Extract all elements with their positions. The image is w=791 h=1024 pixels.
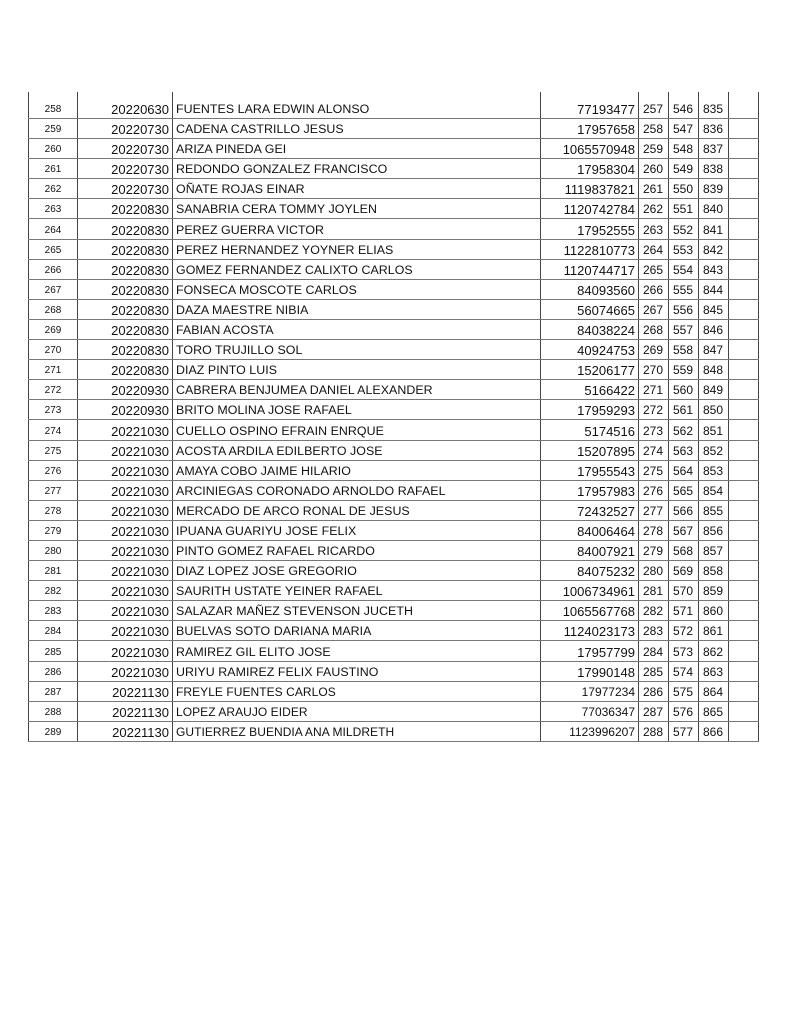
full-name-cell: REDONDO GONZALEZ FRANCISCO [173,159,541,179]
number-b-cell: 566 [669,500,699,520]
number-a-cell: 260 [639,159,669,179]
table-row [29,279,759,299]
number-a-cell: 264 [639,239,669,259]
id-document-cell: 84038224 [541,319,639,339]
number-a-cell: 285 [639,661,669,681]
empty-cell [729,259,759,279]
empty-cell [729,239,759,259]
date-code-cell: 20221130 [78,721,173,741]
number-a-cell: 283 [639,621,669,641]
date-code-cell: 20221030 [78,601,173,621]
number-c-cell: 847 [699,340,729,360]
table-row [29,139,759,159]
row-index-cell: 285 [29,641,78,661]
empty-cell [729,420,759,440]
number-b-cell: 557 [669,319,699,339]
id-document-cell: 17955543 [541,460,639,480]
full-name-cell: ARIZA PINEDA GEI [173,139,541,159]
table-row [29,219,759,239]
id-document-cell: 5166422 [541,380,639,400]
empty-cell [729,621,759,641]
table-row [29,159,759,179]
number-c-cell: 866 [699,721,729,741]
number-a-cell: 282 [639,601,669,621]
id-document-cell: 17959293 [541,400,639,420]
date-code-cell: 20220830 [78,319,173,339]
number-b-cell: 564 [669,460,699,480]
table-row [29,661,759,681]
number-a-cell: 271 [639,380,669,400]
row-index-cell: 265 [29,239,78,259]
empty-cell [729,641,759,661]
number-c-cell: 848 [699,360,729,380]
row-index-cell: 280 [29,540,78,560]
number-c-cell: 838 [699,159,729,179]
full-name-cell: GOMEZ FERNANDEZ CALIXTO CARLOS [173,259,541,279]
table-row [29,621,759,641]
number-c-cell: 854 [699,480,729,500]
number-a-cell: 268 [639,319,669,339]
table-row [29,199,759,219]
id-document-cell: 84007921 [541,540,639,560]
number-a-cell: 287 [639,701,669,721]
number-a-cell: 284 [639,641,669,661]
empty-cell [729,500,759,520]
empty-cell [729,440,759,460]
id-document-cell: 1119837821 [541,179,639,199]
date-code-cell: 20221030 [78,561,173,581]
row-index-cell: 267 [29,279,78,299]
id-document-cell: 15207895 [541,440,639,460]
id-document-cell: 17958304 [541,159,639,179]
row-index-cell: 286 [29,661,78,681]
table-row [29,259,759,279]
id-document-cell: 84093560 [541,279,639,299]
number-c-cell: 849 [699,380,729,400]
number-b-cell: 548 [669,139,699,159]
date-code-cell: 20220830 [78,279,173,299]
full-name-cell: CABRERA BENJUMEA DANIEL ALEXANDER [173,380,541,400]
id-document-cell: 1120744717 [541,259,639,279]
row-index-cell: 268 [29,299,78,319]
full-name-cell: BUELVAS SOTO DARIANA MARIA [173,621,541,641]
number-c-cell: 845 [699,299,729,319]
full-name-cell: IPUANA GUARIYU JOSE FELIX [173,520,541,540]
number-b-cell: 567 [669,520,699,540]
number-b-cell: 562 [669,420,699,440]
full-name-cell: DIAZ PINTO LUIS [173,360,541,380]
id-document-cell: 17957983 [541,480,639,500]
empty-cell [729,460,759,480]
full-name-cell: ACOSTA ARDILA EDILBERTO JOSE [173,440,541,460]
date-code-cell: 20221030 [78,460,173,480]
number-b-cell: 555 [669,279,699,299]
table-row [29,480,759,500]
table-row [29,641,759,661]
number-c-cell: 851 [699,420,729,440]
empty-cell [729,92,759,119]
row-index-cell: 274 [29,420,78,440]
date-code-cell: 20221030 [78,581,173,601]
table-row [29,601,759,621]
number-a-cell: 279 [639,540,669,560]
table-row [29,581,759,601]
row-index-cell: 276 [29,460,78,480]
number-c-cell: 846 [699,319,729,339]
number-b-cell: 560 [669,380,699,400]
date-code-cell: 20220830 [78,259,173,279]
id-document-cell: 77193477 [541,92,639,119]
number-b-cell: 572 [669,621,699,641]
row-index-cell: 281 [29,561,78,581]
empty-cell [729,299,759,319]
number-a-cell: 265 [639,259,669,279]
number-c-cell: 855 [699,500,729,520]
records-table-body [29,92,759,741]
id-document-cell: 17977234 [541,681,639,701]
id-document-cell: 17957658 [541,119,639,139]
empty-cell [729,340,759,360]
row-index-cell: 258 [29,92,78,119]
number-c-cell: 843 [699,259,729,279]
date-code-cell: 20220830 [78,360,173,380]
id-document-cell: 17952555 [541,219,639,239]
row-index-cell: 284 [29,621,78,641]
full-name-cell: URIYU RAMIREZ FELIX FAUSTINO [173,661,541,681]
number-a-cell: 261 [639,179,669,199]
table-row [29,500,759,520]
full-name-cell: OÑATE ROJAS EINAR [173,179,541,199]
number-b-cell: 576 [669,701,699,721]
id-document-cell: 5174516 [541,420,639,440]
table-row [29,540,759,560]
table-row [29,681,759,701]
id-document-cell: 56074665 [541,299,639,319]
number-b-cell: 570 [669,581,699,601]
id-document-cell: 84006464 [541,520,639,540]
date-code-cell: 20220830 [78,199,173,219]
date-code-cell: 20220630 [78,92,173,119]
row-index-cell: 287 [29,681,78,701]
number-b-cell: 569 [669,561,699,581]
table-row [29,420,759,440]
date-code-cell: 20220730 [78,179,173,199]
number-b-cell: 550 [669,179,699,199]
id-document-cell: 15206177 [541,360,639,380]
full-name-cell: ARCINIEGAS CORONADO ARNOLDO RAFAEL [173,480,541,500]
date-code-cell: 20220830 [78,340,173,360]
number-b-cell: 573 [669,641,699,661]
full-name-cell: SANABRIA CERA TOMMY JOYLEN [173,199,541,219]
empty-cell [729,561,759,581]
row-index-cell: 266 [29,259,78,279]
row-index-cell: 275 [29,440,78,460]
number-b-cell: 561 [669,400,699,420]
row-index-cell: 270 [29,340,78,360]
number-a-cell: 274 [639,440,669,460]
number-c-cell: 858 [699,561,729,581]
number-a-cell: 257 [639,92,669,119]
row-index-cell: 288 [29,701,78,721]
number-b-cell: 577 [669,721,699,741]
full-name-cell: AMAYA COBO JAIME HILARIO [173,460,541,480]
number-b-cell: 574 [669,661,699,681]
full-name-cell: MERCADO DE ARCO RONAL DE JESUS [173,500,541,520]
number-b-cell: 558 [669,340,699,360]
date-code-cell: 20220730 [78,159,173,179]
number-a-cell: 286 [639,681,669,701]
number-b-cell: 552 [669,219,699,239]
table-row [29,460,759,480]
number-c-cell: 862 [699,641,729,661]
number-a-cell: 275 [639,460,669,480]
number-c-cell: 861 [699,621,729,641]
full-name-cell: LOPEZ ARAUJO EIDER [173,701,541,721]
empty-cell [729,480,759,500]
id-document-cell: 84075232 [541,561,639,581]
number-b-cell: 565 [669,480,699,500]
empty-cell [729,199,759,219]
empty-cell [729,540,759,560]
empty-cell [729,279,759,299]
full-name-cell: DIAZ LOPEZ JOSE GREGORIO [173,561,541,581]
table-row [29,340,759,360]
number-b-cell: 563 [669,440,699,460]
number-b-cell: 575 [669,681,699,701]
row-index-cell: 259 [29,119,78,139]
number-a-cell: 276 [639,480,669,500]
number-b-cell: 568 [669,540,699,560]
empty-cell [729,520,759,540]
number-b-cell: 559 [669,360,699,380]
empty-cell [729,219,759,239]
date-code-cell: 20221130 [78,701,173,721]
number-c-cell: 856 [699,520,729,540]
date-code-cell: 20221130 [78,681,173,701]
number-b-cell: 549 [669,159,699,179]
date-code-cell: 20220730 [78,139,173,159]
number-c-cell: 857 [699,540,729,560]
table-row [29,380,759,400]
full-name-cell: TORO TRUJILLO SOL [173,340,541,360]
number-b-cell: 554 [669,259,699,279]
number-b-cell: 553 [669,239,699,259]
table-row [29,520,759,540]
empty-cell [729,701,759,721]
date-code-cell: 20221030 [78,661,173,681]
number-c-cell: 859 [699,581,729,601]
number-a-cell: 266 [639,279,669,299]
full-name-cell: CUELLO OSPINO EFRAIN ENRQUE [173,420,541,440]
number-a-cell: 259 [639,139,669,159]
full-name-cell: FUENTES LARA EDWIN ALONSO [173,92,541,119]
empty-cell [729,139,759,159]
full-name-cell: RAMIREZ GIL ELITO JOSE [173,641,541,661]
row-index-cell: 273 [29,400,78,420]
date-code-cell: 20221030 [78,520,173,540]
number-c-cell: 837 [699,139,729,159]
number-c-cell: 840 [699,199,729,219]
id-document-cell: 17990148 [541,661,639,681]
id-document-cell: 17957799 [541,641,639,661]
row-index-cell: 271 [29,360,78,380]
number-a-cell: 262 [639,199,669,219]
full-name-cell: CADENA CASTRILLO JESUS [173,119,541,139]
id-document-cell: 1120742784 [541,199,639,219]
table-row [29,400,759,420]
full-name-cell: GUTIERREZ BUENDIA ANA MILDRETH [173,721,541,741]
date-code-cell: 20221030 [78,440,173,460]
date-code-cell: 20220730 [78,119,173,139]
id-document-cell: 77036347 [541,701,639,721]
row-index-cell: 262 [29,179,78,199]
date-code-cell: 20221030 [78,480,173,500]
number-a-cell: 258 [639,119,669,139]
empty-cell [729,681,759,701]
number-c-cell: 842 [699,239,729,259]
row-index-cell: 283 [29,601,78,621]
number-b-cell: 571 [669,601,699,621]
id-document-cell: 1006734961 [541,581,639,601]
full-name-cell: PINTO GOMEZ RAFAEL RICARDO [173,540,541,560]
date-code-cell: 20221030 [78,540,173,560]
table-row [29,561,759,581]
row-index-cell: 261 [29,159,78,179]
table-row [29,299,759,319]
number-c-cell: 865 [699,701,729,721]
full-name-cell: DAZA MAESTRE NIBIA [173,299,541,319]
date-code-cell: 20220930 [78,400,173,420]
number-c-cell: 864 [699,681,729,701]
number-c-cell: 860 [699,601,729,621]
number-a-cell: 269 [639,340,669,360]
full-name-cell: SALAZAR MAÑEZ STEVENSON JUCETH [173,601,541,621]
date-code-cell: 20221030 [78,500,173,520]
number-a-cell: 270 [639,360,669,380]
number-c-cell: 841 [699,219,729,239]
full-name-cell: PEREZ GUERRA VICTOR [173,219,541,239]
table-row [29,440,759,460]
full-name-cell: FREYLE FUENTES CARLOS [173,681,541,701]
empty-cell [729,319,759,339]
number-c-cell: 835 [699,92,729,119]
row-index-cell: 272 [29,380,78,400]
date-code-cell: 20221030 [78,420,173,440]
table-row [29,319,759,339]
number-c-cell: 853 [699,460,729,480]
empty-cell [729,661,759,681]
id-document-cell: 1065570948 [541,139,639,159]
empty-cell [729,159,759,179]
date-code-cell: 20220830 [78,299,173,319]
id-document-cell: 1123996207 [541,721,639,741]
number-c-cell: 852 [699,440,729,460]
table-row [29,701,759,721]
empty-cell [729,721,759,741]
table-row [29,239,759,259]
number-a-cell: 280 [639,561,669,581]
date-code-cell: 20220830 [78,239,173,259]
date-code-cell: 20220930 [78,380,173,400]
empty-cell [729,400,759,420]
number-c-cell: 863 [699,661,729,681]
number-a-cell: 267 [639,299,669,319]
row-index-cell: 279 [29,520,78,540]
row-index-cell: 278 [29,500,78,520]
table-row [29,721,759,741]
row-index-cell: 260 [29,139,78,159]
empty-cell [729,360,759,380]
number-a-cell: 277 [639,500,669,520]
empty-cell [729,380,759,400]
number-a-cell: 288 [639,721,669,741]
date-code-cell: 20220830 [78,219,173,239]
date-code-cell: 20221030 [78,641,173,661]
table-row [29,360,759,380]
number-a-cell: 273 [639,420,669,440]
full-name-cell: PEREZ HERNANDEZ YOYNER ELIAS [173,239,541,259]
empty-cell [729,119,759,139]
id-document-cell: 1124023173 [541,621,639,641]
number-c-cell: 850 [699,400,729,420]
table-row [29,92,759,119]
number-b-cell: 547 [669,119,699,139]
row-index-cell: 282 [29,581,78,601]
number-b-cell: 546 [669,92,699,119]
table-row [29,119,759,139]
number-a-cell: 272 [639,400,669,420]
id-document-cell: 72432527 [541,500,639,520]
number-a-cell: 281 [639,581,669,601]
id-document-cell: 1065567768 [541,601,639,621]
row-index-cell: 264 [29,219,78,239]
row-index-cell: 277 [29,480,78,500]
number-b-cell: 556 [669,299,699,319]
id-document-cell: 1122810773 [541,239,639,259]
number-a-cell: 278 [639,520,669,540]
number-c-cell: 836 [699,119,729,139]
number-c-cell: 839 [699,179,729,199]
full-name-cell: SAURITH USTATE YEINER RAFAEL [173,581,541,601]
records-table [28,92,759,742]
number-b-cell: 551 [669,199,699,219]
number-c-cell: 844 [699,279,729,299]
date-code-cell: 20221030 [78,621,173,641]
empty-cell [729,179,759,199]
table-row [29,179,759,199]
row-index-cell: 269 [29,319,78,339]
id-document-cell: 40924753 [541,340,639,360]
full-name-cell: FABIAN ACOSTA [173,319,541,339]
row-index-cell: 289 [29,721,78,741]
empty-cell [729,601,759,621]
row-index-cell: 263 [29,199,78,219]
number-a-cell: 263 [639,219,669,239]
full-name-cell: BRITO MOLINA JOSE RAFAEL [173,400,541,420]
full-name-cell: FONSECA MOSCOTE CARLOS [173,279,541,299]
empty-cell [729,581,759,601]
